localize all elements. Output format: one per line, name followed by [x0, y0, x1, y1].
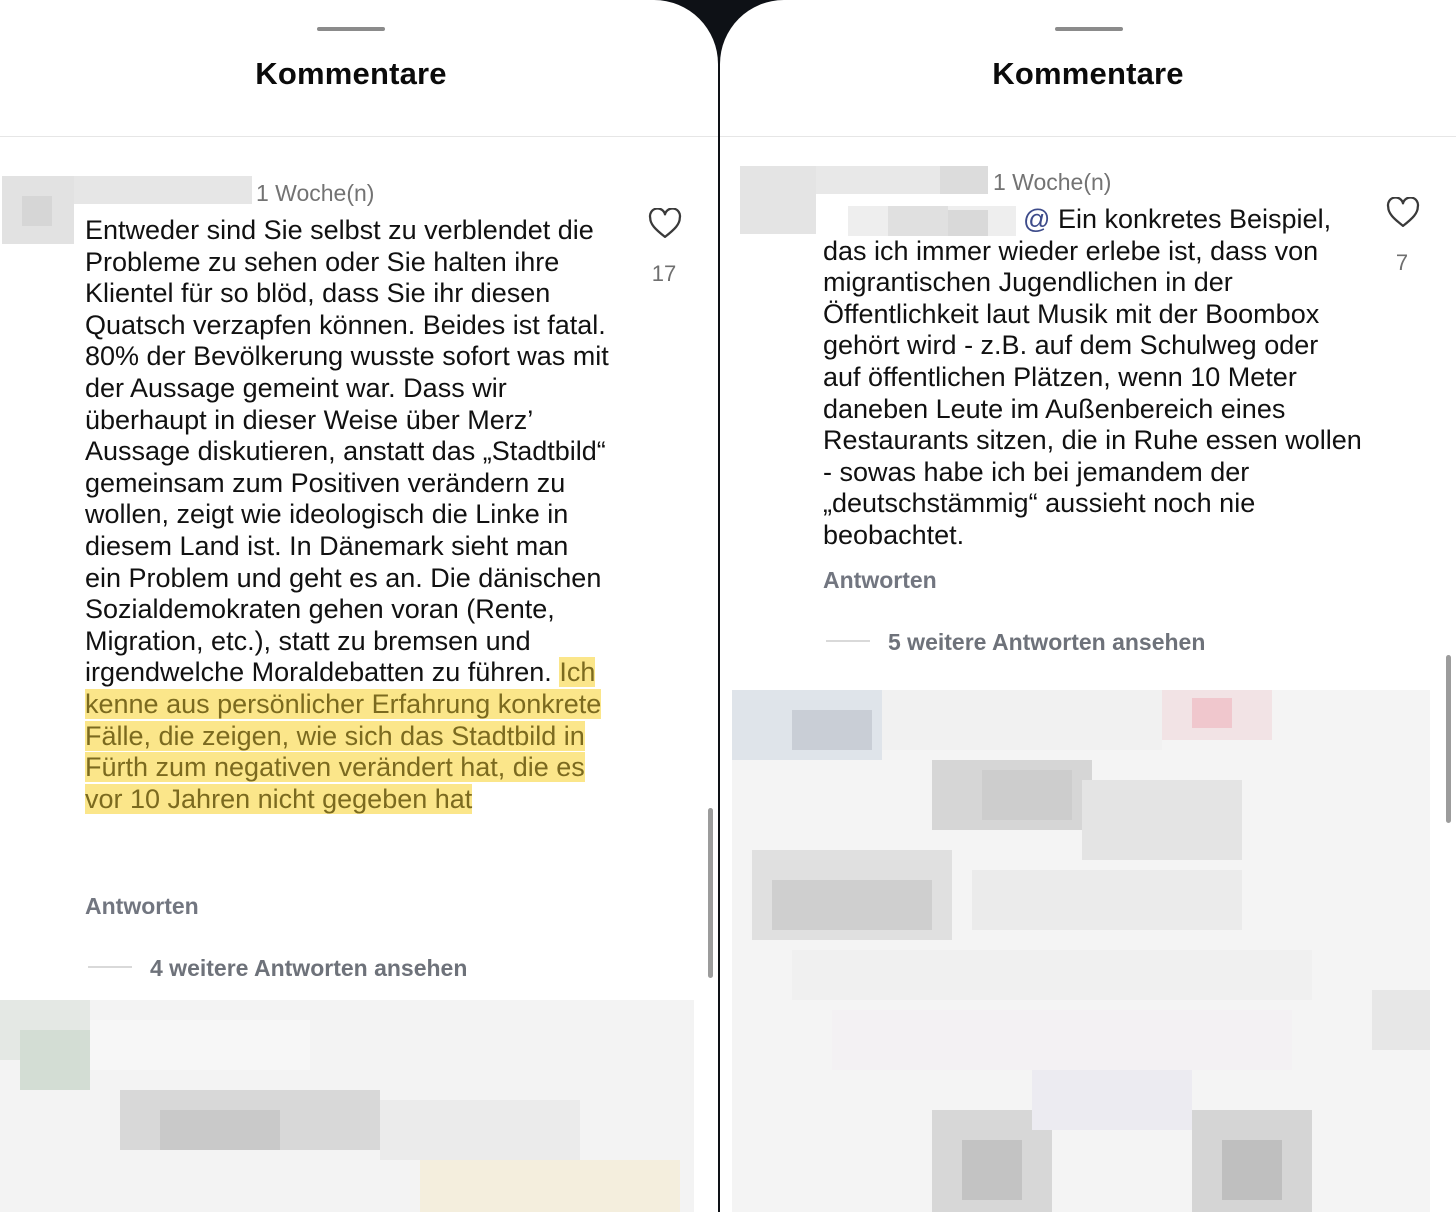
header-divider: [720, 136, 1456, 137]
sheet-title: Kommentare: [992, 56, 1184, 91]
highlighted-passage: Ich kenne aus persönlicher Erfahrung konkrete Fälle, die zeigen, wie sich das Stadtbild in Fürth zum negativen verändert hat, die es vor 10 Jahren nicht gegeben hat: [85, 657, 602, 814]
heart-outline-icon: [648, 208, 682, 239]
sheet-grabber-handle[interactable]: [317, 27, 385, 31]
comment-body: Entweder sind Sie selbst zu verblendet die Probleme zu sehen oder Sie halten ihre Klientel für so blöd, dass Sie ihr diesen Quatsch verzapfen können. Beides ist fatal. 80% der Bevölkerung wusste sofort was mit der Aussage gemeint war. Dass wir überhaupt in dieser Weise über Merz’ Aussage diskutieren, anstatt das „Stadtbild“ gemeinsam zum Positiven verändern zu wollen, zeigt wie ideologisch die Linke in diesem Land ist. In Dänemark sieht man ein Problem und geht es an. Die dänischen Sozialdemokraten gehen voran (Rente, Migration, etc.), statt zu bremsen und irgendwelche Moraldebatten zu führen.: [85, 215, 609, 688]
view-more-replies-button[interactable]: 5 weitere Antworten ansehen: [888, 629, 1206, 655]
blurred-mention-username: [848, 206, 1016, 236]
comment-timestamp: 1 Woche(n): [256, 180, 375, 206]
comments-sheet-left: [0, 0, 718, 1212]
blurred-next-comment: [732, 690, 1430, 1212]
view-more-replies-button[interactable]: 4 weitere Antworten ansehen: [150, 955, 468, 981]
like-count: 7: [1395, 250, 1409, 275]
sheet-grabber-handle[interactable]: [1055, 27, 1123, 31]
replies-divider-line: [88, 966, 132, 968]
mention-prefix[interactable]: @: [1023, 204, 1051, 234]
like-button[interactable]: [645, 208, 685, 239]
comment-timestamp: 1 Woche(n): [993, 169, 1112, 195]
comment-body: Ein konkretes Beispiel, das ich immer wieder erlebe ist, dass von migrantischen Jugendlichen in der Öffentlichkeit laut Musik mit der Boombox gehört wird - z.B. auf dem Schulweg oder auf öffentlichen Plätzen, wenn 10 Meter daneben Leute im Außenbereich eines Restaurants sitzen, die in Ruhe essen wollen - sowas habe ich bei jemandem der „deutschstämmig“ aussieht noch nie beobachtet.: [823, 204, 1362, 550]
like-button[interactable]: [1383, 197, 1423, 228]
reply-button[interactable]: Antworten: [85, 893, 199, 919]
comments-sheet-right: [720, 0, 1456, 1212]
reply-button[interactable]: Antworten: [823, 567, 937, 593]
header-divider: [0, 136, 718, 137]
sheet-title: Kommentare: [255, 56, 447, 91]
replies-divider-line: [826, 640, 870, 642]
scrollbar[interactable]: [1446, 655, 1451, 823]
scrollbar[interactable]: [708, 808, 713, 978]
comment-text: [823, 204, 1363, 552]
blurred-next-comment: [0, 1000, 694, 1212]
comment-text: [85, 215, 609, 815]
heart-outline-icon: [1386, 197, 1420, 228]
like-count: 17: [651, 261, 677, 286]
